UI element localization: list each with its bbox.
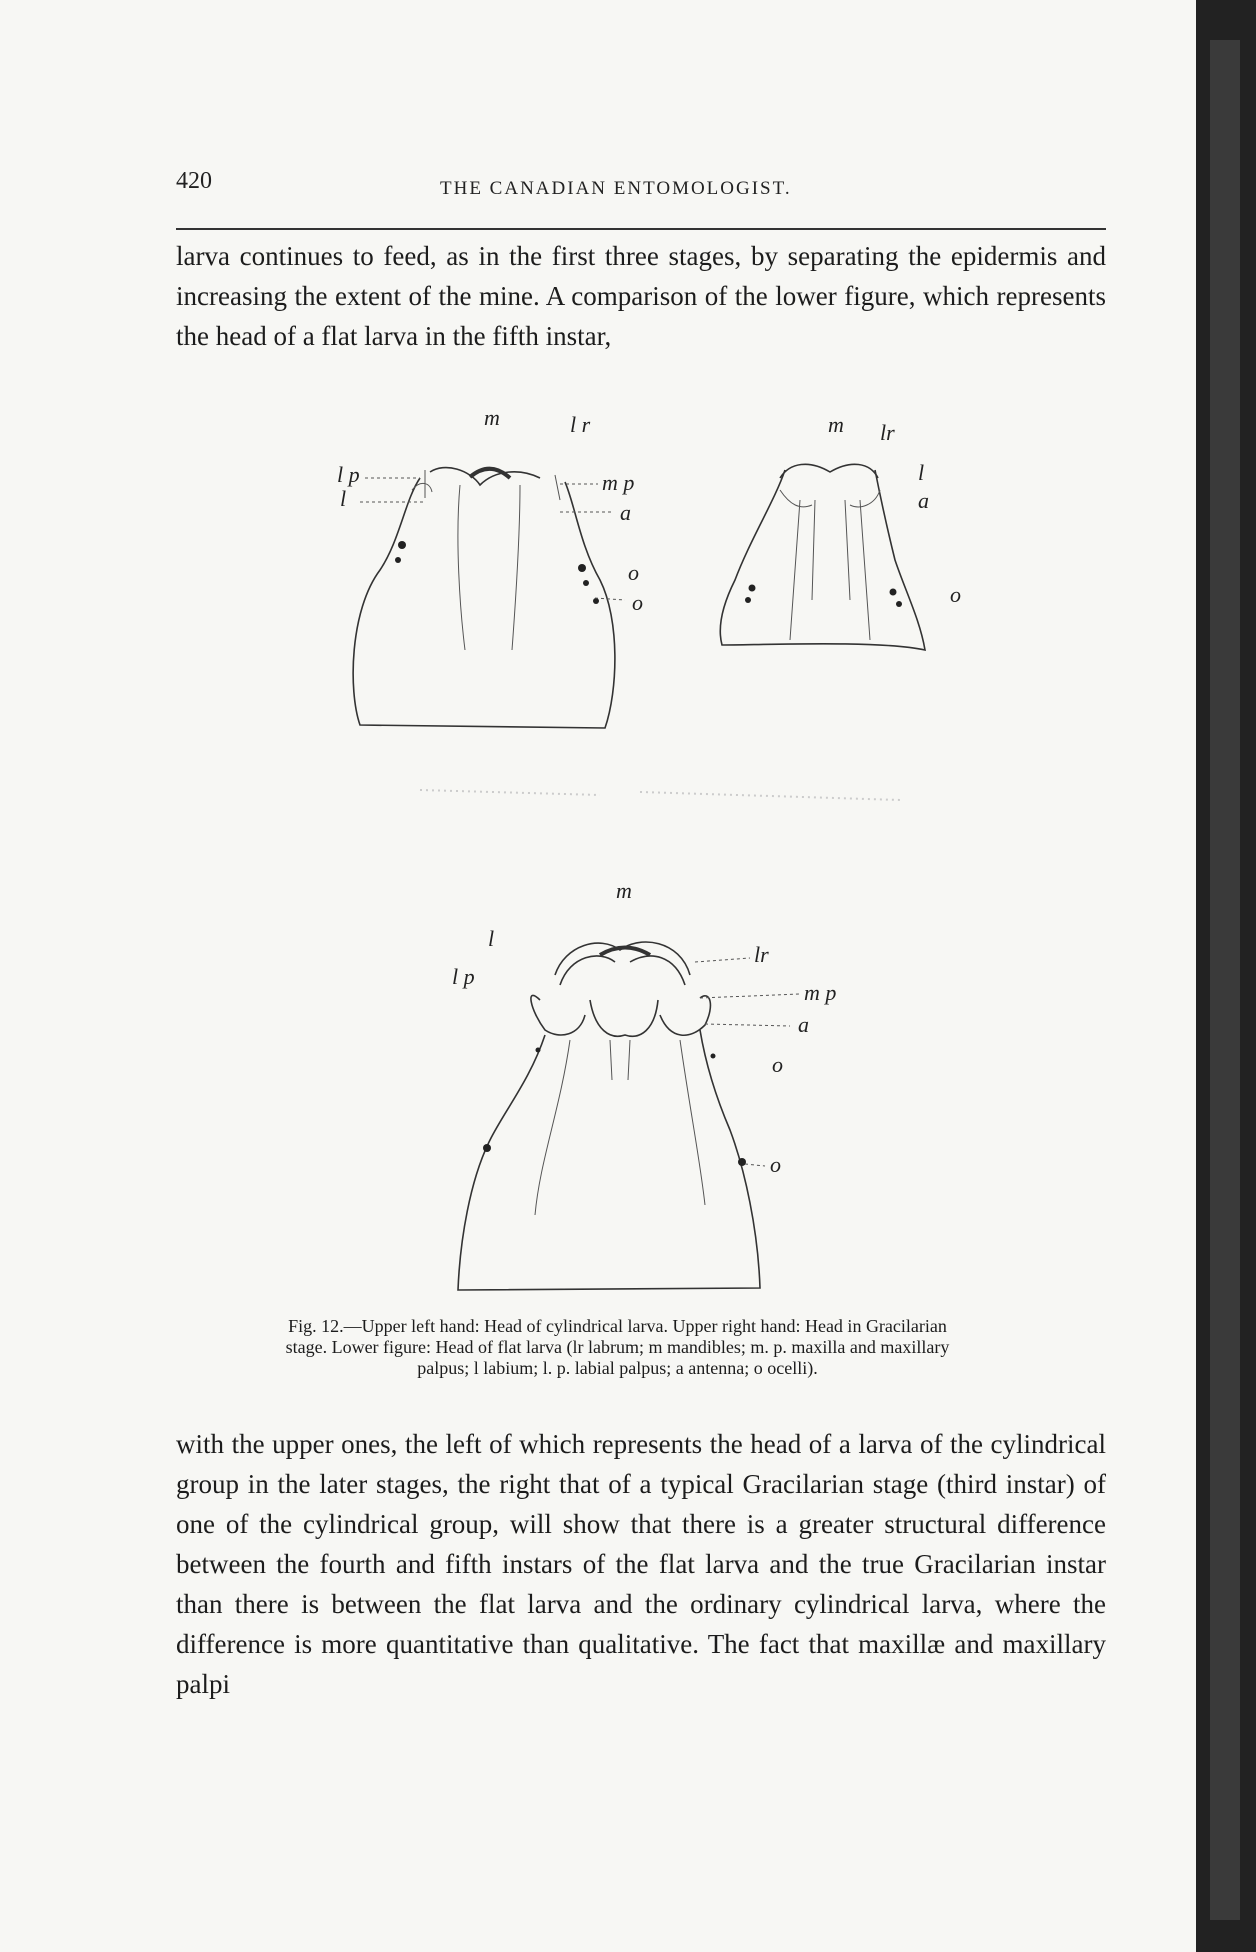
running-title: THE CANADIAN ENTOMOLOGIST. [440,178,792,199]
paragraph-top: larva continues to feed, as in the first three stages, by separating the epidermis and increasing the extent of the mine. A comparison of the lower figure, which represents the head of a flat larva in the fifth instar, [176,241,1106,351]
ul-label-lp: l p [337,462,360,487]
lower-label-lp: l p [452,964,475,989]
ur-label-a: a [918,488,929,513]
lower-label-o1: o [772,1052,783,1077]
ul-label-a: a [620,500,631,525]
ur-label-o: o [950,582,961,607]
upper-left-head-drawing [337,405,643,728]
lower-label-m: m [616,878,632,903]
lower-label-mp: m p [804,980,837,1005]
page-edge-shadow [1196,0,1256,1952]
paragraph-bottom: with the upper ones, the left of which represents the head of a larva of the cylindrical group in the later stages, the right that of a typical Gracilarian stage (third instar) of one of the cylindrical group, will show that there is a greater structural difference between the fourth and fifth instars of the flat larva and the true Gracilarian instar than there is between the flat larva and the ordinary cylindrical larva, where the difference is more quantitative than qualitative. The fact that maxillæ and maxillary palpi [176,1429,1106,1699]
binding-edge [1210,40,1240,1920]
ul-label-mp: m p [602,470,635,495]
lower-head-drawing [452,878,836,1290]
lower-label-l: l [488,926,495,951]
ur-label-lr: lr [880,420,895,445]
lower-label-lr: lr [754,942,769,967]
lower-label-o2: o [770,1152,781,1177]
upper-right-head-drawing [720,412,961,650]
ul-label-l: l [340,486,347,511]
ul-label-o2: o [632,590,643,615]
body-text-bottom [176,1424,1106,1704]
lower-label-a: a [798,1012,809,1037]
page-number: 420 [176,168,212,194]
ur-label-l: l [918,460,925,485]
figure-caption: Fig. 12.—Upper left hand: Head of cylindrical larva. Upper right hand: Head in Gracilarian stage. Lower figure: Head of flat larva (lr labrum; m mandibles; m. p. maxilla and maxillary palpus; l labium; l. p. labial palpus; a antenna; o ocelli). [285,1316,950,1378]
ul-label-o1: o [628,560,639,585]
ur-label-m: m [828,412,844,437]
ul-label-lr: l r [570,412,591,437]
ul-label-m: m [484,405,500,430]
